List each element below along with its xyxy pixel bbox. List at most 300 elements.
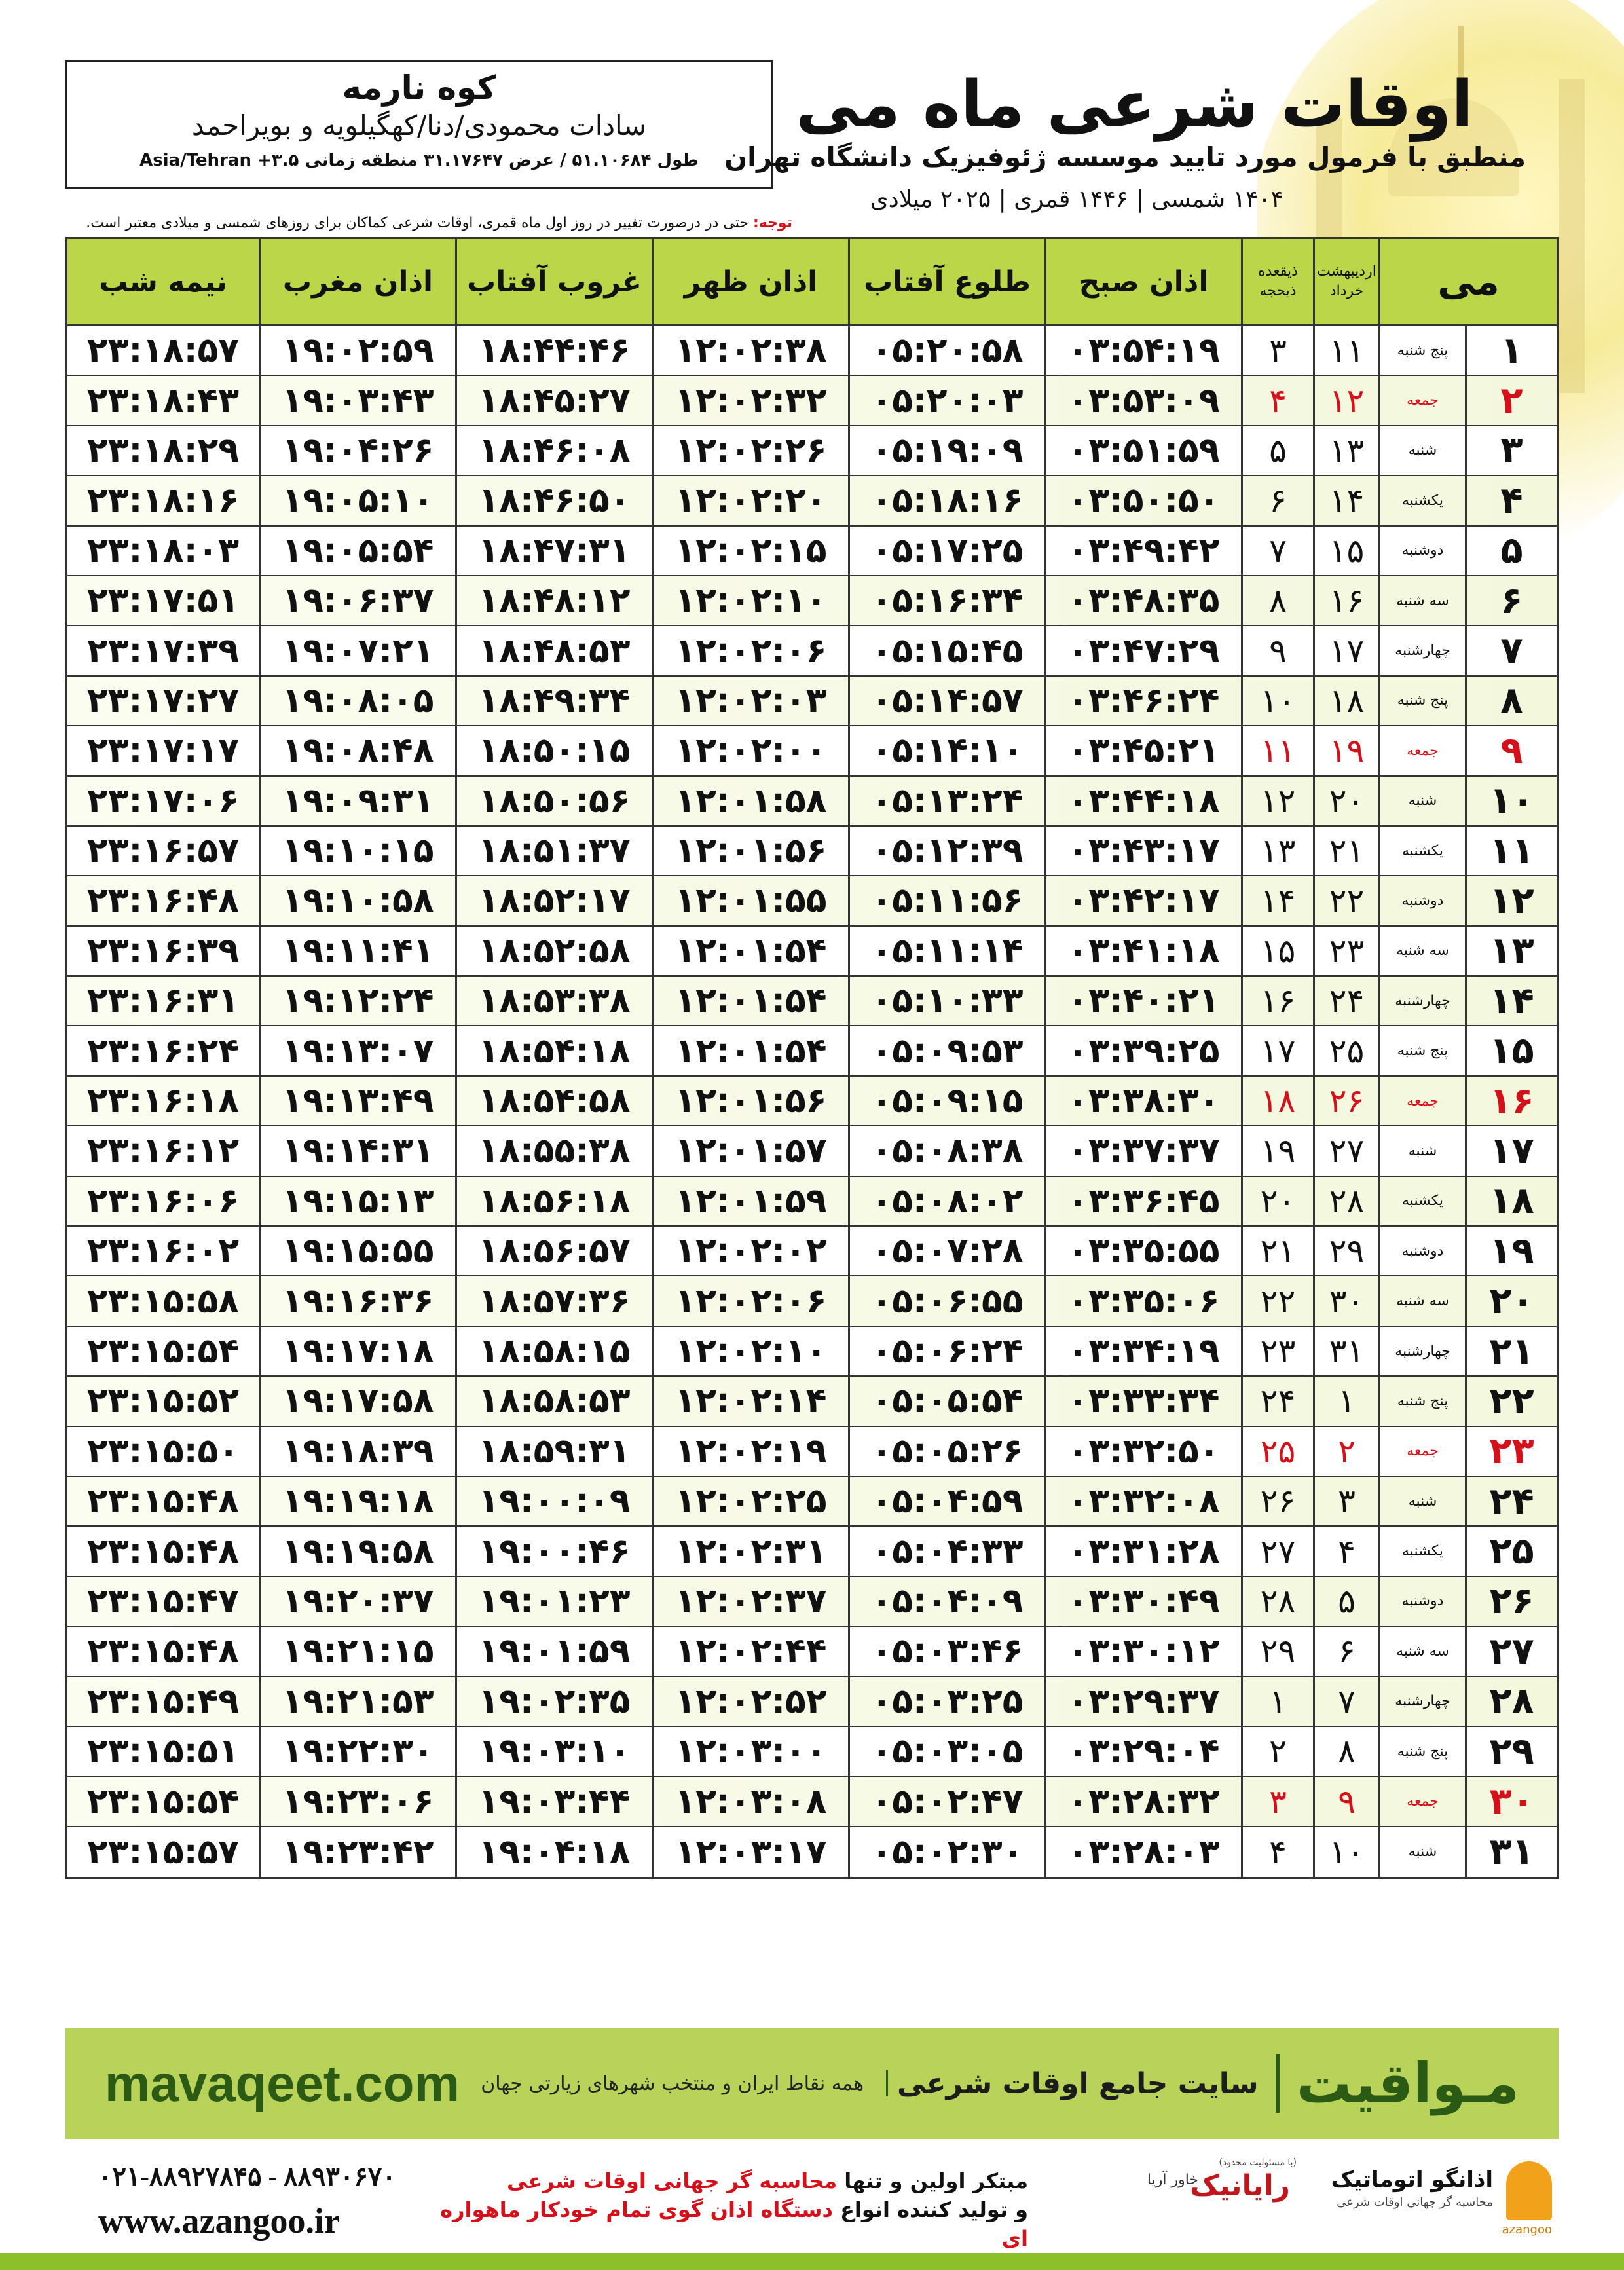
maghrib-time: ۱۹:۱۶:۳۶ xyxy=(259,1276,455,1325)
qamari-day: ۲۸ xyxy=(1241,1577,1313,1626)
shamsi-day: ۴ xyxy=(1313,1527,1378,1575)
fajr-time: ۰۳:۵۴:۱۹ xyxy=(1044,326,1241,375)
table-header xyxy=(67,239,1557,326)
maghrib-time: ۱۹:۰۲:۵۹ xyxy=(259,326,455,375)
fajr-time: ۰۳:۳۳:۳۴ xyxy=(1044,1377,1241,1425)
maghrib-time: ۱۹:۱۳:۴۹ xyxy=(259,1077,455,1125)
qamari-day: ۹ xyxy=(1241,626,1313,675)
qamari-day: ۲۱ xyxy=(1241,1227,1313,1275)
header-qamari-month1: ذیقعده xyxy=(1258,263,1298,280)
shamsi-day: ۲۵ xyxy=(1313,1026,1378,1075)
midnight-time: ۲۳:۱۵:۴۹ xyxy=(86,1681,240,1721)
table-body xyxy=(67,326,1557,1877)
sunset-time: ۱۹:۰۱:۲۳ xyxy=(455,1577,652,1626)
day-number: ۲۱ xyxy=(1465,1327,1557,1375)
table-row xyxy=(67,1427,1557,1477)
sunrise-time: ۰۵:۰۸:۳۸ xyxy=(848,1126,1044,1175)
midnight-time: ۲۳:۱۵:۵۲ xyxy=(86,1381,240,1421)
table-row xyxy=(67,777,1557,827)
midnight-time: ۲۳:۱۵:۵۴ xyxy=(86,1781,240,1821)
table-row xyxy=(67,426,1557,476)
sunrise-time: ۰۵:۲۰:۵۸ xyxy=(848,326,1044,375)
table-row xyxy=(67,1827,1557,1877)
dhuhr-time: ۱۲:۰۲:۲۶ xyxy=(652,426,848,475)
midnight-time: ۲۳:۱۶:۱۸ xyxy=(86,1081,240,1121)
shamsi-day: ۱۶ xyxy=(1313,576,1378,625)
qamari-day: ۳ xyxy=(1241,326,1313,375)
banner-divider xyxy=(1276,2054,1280,2113)
day-number: ۹ xyxy=(1465,726,1557,775)
maghrib-time: ۱۹:۱۰:۵۸ xyxy=(259,876,455,925)
sunrise-time: ۰۵:۱۸:۱۶ xyxy=(848,476,1044,525)
shamsi-day: ۲۴ xyxy=(1313,977,1378,1025)
shamsi-day: ۱۳ xyxy=(1313,426,1378,475)
mavaqeet-logo: مـواقیت xyxy=(1296,2051,1519,2115)
location-box xyxy=(65,60,773,189)
sunset-time: ۱۸:۵۷:۳۶ xyxy=(455,1276,652,1325)
table-row xyxy=(67,1276,1557,1326)
maghrib-time: ۱۹:۱۹:۵۸ xyxy=(259,1527,455,1575)
shamsi-day: ۲۸ xyxy=(1313,1177,1378,1225)
dhuhr-time: ۱۲:۰۲:۴۴ xyxy=(652,1627,848,1675)
qamari-day: ۱۲ xyxy=(1241,777,1313,825)
day-number: ۲۷ xyxy=(1465,1627,1557,1675)
bottom-stripe xyxy=(0,2253,1624,2270)
table-row xyxy=(67,1527,1557,1576)
sunset-time: ۱۸:۵۲:۵۸ xyxy=(455,927,652,975)
fajr-time: ۰۳:۳۲:۰۸ xyxy=(1044,1477,1241,1525)
weekday: جمعه xyxy=(1378,376,1465,424)
sunset-time: ۱۸:۴۴:۴۶ xyxy=(455,326,652,375)
weekday: پنج شنبه xyxy=(1378,1377,1465,1425)
maghrib-time: ۱۹:۲۳:۴۲ xyxy=(259,1827,455,1877)
maghrib-time: ۱۹:۱۴:۳۱ xyxy=(259,1126,455,1175)
fajr-time: ۰۳:۲۸:۳۲ xyxy=(1044,1777,1241,1825)
mavaqeet-banner xyxy=(65,2028,1559,2139)
dhuhr-time: ۱۲:۰۱:۵۴ xyxy=(652,927,848,975)
maghrib-time: ۱۹:۰۸:۰۵ xyxy=(259,677,455,725)
day-number: ۱۰ xyxy=(1465,777,1557,825)
qamari-day: ۲۴ xyxy=(1241,1377,1313,1425)
azangoo-logo-text: اذانگو اتوماتیک xyxy=(1331,2167,1493,2193)
maghrib-time: ۱۹:۱۰:۱۵ xyxy=(259,827,455,875)
sunset-time: ۱۸:۵۳:۳۸ xyxy=(455,977,652,1025)
sunrise-time: ۰۵:۱۹:۰۹ xyxy=(848,426,1044,475)
mavaqeet-branding xyxy=(481,2051,1519,2115)
day-number: ۲۰ xyxy=(1465,1276,1557,1325)
sunset-time: ۱۹:۰۰:۰۹ xyxy=(455,1477,652,1525)
dhuhr-time: ۱۲:۰۲:۰۶ xyxy=(652,626,848,675)
sunset-time: ۱۹:۰۱:۵۹ xyxy=(455,1627,652,1675)
maghrib-time: ۱۹:۲۳:۰۶ xyxy=(259,1777,455,1825)
fajr-time: ۰۳:۳۸:۳۰ xyxy=(1044,1077,1241,1125)
shamsi-day: ۹ xyxy=(1313,1777,1378,1825)
sunrise-time: ۰۵:۱۱:۱۴ xyxy=(848,927,1044,975)
day-number: ۱۵ xyxy=(1465,1026,1557,1075)
midnight-time: ۲۳:۱۷:۰۶ xyxy=(86,781,240,821)
qamari-day: ۲۲ xyxy=(1241,1276,1313,1325)
dhuhr-time: ۱۲:۰۱:۵۹ xyxy=(652,1177,848,1225)
weekday: پنج شنبه xyxy=(1378,1026,1465,1075)
notice xyxy=(65,214,792,233)
midnight-time: ۲۳:۱۶:۳۹ xyxy=(86,931,240,971)
dhuhr-time: ۱۲:۰۲:۱۰ xyxy=(652,1327,848,1375)
maghrib-time: ۱۹:۱۷:۱۸ xyxy=(259,1327,455,1375)
midnight-time: ۲۳:۱۸:۴۳ xyxy=(86,381,240,420)
fajr-time: ۰۳:۴۶:۲۴ xyxy=(1044,677,1241,725)
weekday: سه شنبه xyxy=(1378,576,1465,625)
day-number: ۱۴ xyxy=(1465,977,1557,1025)
location-province: سادات محمودی/دنا/کهگیلویه و بویراحمد xyxy=(191,109,647,141)
sunrise-time: ۰۵:۰۲:۴۷ xyxy=(848,1777,1044,1825)
midnight-time: ۲۳:۱۵:۵۱ xyxy=(86,1732,240,1772)
qamari-day: ۲۶ xyxy=(1241,1477,1313,1525)
sunrise-time: ۰۵:۰۹:۱۵ xyxy=(848,1077,1044,1125)
weekday: شنبه xyxy=(1378,777,1465,825)
dhuhr-time: ۱۲:۰۲:۰۰ xyxy=(652,726,848,775)
dhuhr-time: ۱۲:۰۱:۵۴ xyxy=(652,1026,848,1075)
qamari-day: ۶ xyxy=(1241,476,1313,525)
shamsi-day: ۲۰ xyxy=(1313,777,1378,825)
day-number: ۲۵ xyxy=(1465,1527,1557,1575)
sunset-time: ۱۹:۰۴:۱۸ xyxy=(455,1827,652,1877)
sunset-time: ۱۸:۵۴:۱۸ xyxy=(455,1026,652,1075)
dhuhr-time: ۱۲:۰۲:۰۳ xyxy=(652,677,848,725)
table-row xyxy=(67,326,1557,376)
shamsi-day: ۱۷ xyxy=(1313,626,1378,675)
weekday: پنج شنبه xyxy=(1378,677,1465,725)
table-row xyxy=(67,376,1557,426)
promo-line-2 xyxy=(439,2195,1028,2253)
location-name: کوه نارمه xyxy=(342,69,496,107)
sunrise-time: ۰۵:۰۹:۵۳ xyxy=(848,1026,1044,1075)
midnight-time: ۲۳:۱۵:۴۸ xyxy=(86,1481,240,1521)
midnight-time: ۲۳:۱۵:۴۷ xyxy=(86,1581,240,1621)
maghrib-time: ۱۹:۱۹:۱۸ xyxy=(259,1477,455,1525)
midnight-time: ۲۳:۱۷:۳۹ xyxy=(86,631,240,671)
maghrib-time: ۱۹:۱۵:۱۳ xyxy=(259,1177,455,1225)
sunrise-time: ۰۵:۱۴:۵۷ xyxy=(848,677,1044,725)
azangoo-logo-subtitle: محاسبه گر جهانی اوقات شرعی xyxy=(1337,2195,1493,2209)
sunrise-time: ۰۵:۱۴:۱۰ xyxy=(848,726,1044,775)
header-month: می xyxy=(1378,239,1557,324)
fajr-time: ۰۳:۵۱:۵۹ xyxy=(1044,426,1241,475)
shamsi-day: ۱۲ xyxy=(1313,376,1378,424)
qamari-day: ۱۱ xyxy=(1241,726,1313,775)
qamari-day: ۷ xyxy=(1241,527,1313,575)
table-row xyxy=(67,576,1557,626)
rayanik-logo-note: (با مسئولیت محدود) xyxy=(1219,2157,1297,2168)
day-number: ۱۸ xyxy=(1465,1177,1557,1225)
weekday: چهارشنبه xyxy=(1378,1327,1465,1375)
sunset-time: ۱۸:۵۸:۵۳ xyxy=(455,1377,652,1425)
maghrib-time: ۱۹:۰۵:۵۴ xyxy=(259,527,455,575)
table-row xyxy=(67,677,1557,726)
fajr-time: ۰۳:۳۴:۱۹ xyxy=(1044,1327,1241,1375)
sunset-time: ۱۸:۵۹:۳۱ xyxy=(455,1427,652,1476)
midnight-time: ۲۳:۱۵:۵۴ xyxy=(86,1331,240,1371)
sunrise-time: ۰۵:۰۲:۳۰ xyxy=(848,1827,1044,1877)
table-row xyxy=(67,1026,1557,1076)
midnight-time: ۲۳:۱۵:۵۷ xyxy=(86,1832,240,1872)
qamari-day: ۱۷ xyxy=(1241,1026,1313,1075)
shamsi-day: ۱۹ xyxy=(1313,726,1378,775)
shamsi-day: ۱۱ xyxy=(1313,326,1378,375)
qamari-day: ۴ xyxy=(1241,1827,1313,1877)
sunrise-time: ۰۵:۰۶:۲۴ xyxy=(848,1327,1044,1375)
sunset-time: ۱۸:۵۲:۱۷ xyxy=(455,876,652,925)
notice-text: حتی در درصورت تغییر در روز اول ماه قمری، اوقات شرعی کماکان برای روزهای شمسی و میلادی معتبر است. xyxy=(86,215,748,231)
midnight-time: ۲۳:۱۸:۰۳ xyxy=(86,530,240,570)
qamari-day: ۲۷ xyxy=(1241,1527,1313,1575)
dhuhr-time: ۱۲:۰۱:۵۷ xyxy=(652,1126,848,1175)
shamsi-day: ۱۸ xyxy=(1313,677,1378,725)
shamsi-day: ۲۹ xyxy=(1313,1227,1378,1275)
midnight-time: ۲۳:۱۸:۱۶ xyxy=(86,481,240,521)
sunset-time: ۱۸:۵۴:۵۸ xyxy=(455,1077,652,1125)
weekday: پنج شنبه xyxy=(1378,326,1465,375)
fajr-time: ۰۳:۳۶:۴۵ xyxy=(1044,1177,1241,1225)
qamari-day: ۱۶ xyxy=(1241,977,1313,1025)
maghrib-time: ۱۹:۱۳:۰۷ xyxy=(259,1026,455,1075)
header-fajr: اذان صبح xyxy=(1044,239,1241,324)
weekday: دوشنبه xyxy=(1378,527,1465,575)
day-number: ۵ xyxy=(1465,527,1557,575)
banner-divider-small xyxy=(886,2070,888,2096)
midnight-time: ۲۳:۱۶:۳۱ xyxy=(86,981,240,1021)
header-shamsi-month2: خرداد xyxy=(1329,283,1364,299)
maghrib-time: ۱۹:۰۸:۴۸ xyxy=(259,726,455,775)
weekday: دوشنبه xyxy=(1378,1577,1465,1626)
sunrise-time: ۰۵:۰۷:۲۸ xyxy=(848,1227,1044,1275)
dhuhr-time: ۱۲:۰۲:۰۶ xyxy=(652,1276,848,1325)
dhuhr-time: ۱۲:۰۲:۲۰ xyxy=(652,476,848,525)
day-number: ۱۲ xyxy=(1465,876,1557,925)
midnight-time: ۲۳:۱۸:۲۹ xyxy=(86,430,240,470)
fajr-time: ۰۳:۳۷:۳۷ xyxy=(1044,1126,1241,1175)
dhuhr-time: ۱۲:۰۳:۰۸ xyxy=(652,1777,848,1825)
maghrib-time: ۱۹:۱۵:۵۵ xyxy=(259,1227,455,1275)
sunset-time: ۱۹:۰۳:۴۴ xyxy=(455,1777,652,1825)
dhuhr-time: ۱۲:۰۱:۵۴ xyxy=(652,977,848,1025)
day-number: ۴ xyxy=(1465,476,1557,525)
header-maghrib: اذان مغرب xyxy=(259,239,455,324)
fajr-time: ۰۳:۴۴:۱۸ xyxy=(1044,777,1241,825)
sunset-time: ۱۸:۴۶:۵۰ xyxy=(455,476,652,525)
weekday: جمعه xyxy=(1378,1077,1465,1125)
day-number: ۱۷ xyxy=(1465,1126,1557,1175)
shamsi-day: ۱ xyxy=(1313,1377,1378,1425)
table-row xyxy=(67,1227,1557,1276)
sunrise-time: ۰۵:۰۵:۵۴ xyxy=(848,1377,1044,1425)
table-row xyxy=(67,1577,1557,1627)
midnight-time: ۲۳:۱۶:۵۷ xyxy=(86,831,240,871)
sunset-time: ۱۹:۰۳:۱۰ xyxy=(455,1727,652,1776)
fajr-time: ۰۳:۵۰:۵۰ xyxy=(1044,476,1241,525)
day-number: ۱۶ xyxy=(1465,1077,1557,1125)
midnight-time: ۲۳:۱۷:۲۷ xyxy=(86,680,240,720)
day-number: ۲ xyxy=(1465,376,1557,424)
midnight-time: ۲۳:۱۸:۵۷ xyxy=(86,331,240,371)
dhuhr-time: ۱۲:۰۲:۲۵ xyxy=(652,1477,848,1525)
table-row xyxy=(67,1077,1557,1126)
qamari-day: ۸ xyxy=(1241,576,1313,625)
day-number: ۳۱ xyxy=(1465,1827,1557,1877)
weekday: چهارشنبه xyxy=(1378,1677,1465,1726)
khavar-arya-logo: خاور آریا xyxy=(1147,2172,1198,2188)
table-row xyxy=(67,1377,1557,1426)
sunset-time: ۱۸:۴۸:۵۳ xyxy=(455,626,652,675)
dhuhr-time: ۱۲:۰۲:۳۷ xyxy=(652,1577,848,1626)
weekday: شنبه xyxy=(1378,426,1465,475)
fajr-time: ۰۳:۴۳:۱۷ xyxy=(1044,827,1241,875)
maghrib-time: ۱۹:۱۱:۴۱ xyxy=(259,927,455,975)
fajr-time: ۰۳:۵۳:۰۹ xyxy=(1044,376,1241,424)
page-title: اوقات شرعی ماه می xyxy=(796,67,1473,142)
midnight-time: ۲۳:۱۵:۵۸ xyxy=(86,1281,240,1321)
weekday: شنبه xyxy=(1378,1827,1465,1877)
midnight-time: ۲۳:۱۶:۰۶ xyxy=(86,1181,240,1221)
azangoo-logo-latin: azangoo xyxy=(1502,2223,1552,2237)
midnight-time: ۲۳:۱۷:۱۷ xyxy=(86,731,240,771)
fajr-time: ۰۳:۳۹:۲۵ xyxy=(1044,1026,1241,1075)
shamsi-day: ۱۰ xyxy=(1313,1827,1378,1877)
qamari-day: ۱۵ xyxy=(1241,927,1313,975)
dhuhr-time: ۱۲:۰۱:۵۸ xyxy=(652,777,848,825)
maghrib-time: ۱۹:۲۲:۳۰ xyxy=(259,1727,455,1776)
dhuhr-time: ۱۲:۰۲:۳۱ xyxy=(652,1527,848,1575)
maghrib-time: ۱۹:۱۲:۲۴ xyxy=(259,977,455,1025)
sunset-time: ۱۸:۴۸:۱۲ xyxy=(455,576,652,625)
sunrise-time: ۰۵:۰۳:۴۶ xyxy=(848,1627,1044,1675)
table-row xyxy=(67,1327,1557,1377)
midnight-time: ۲۳:۱۷:۵۱ xyxy=(86,581,240,621)
shamsi-day: ۷ xyxy=(1313,1677,1378,1726)
shamsi-day: ۱۵ xyxy=(1313,527,1378,575)
table-row xyxy=(67,726,1557,776)
day-number: ۶ xyxy=(1465,576,1557,625)
dhuhr-time: ۱۲:۰۲:۳۸ xyxy=(652,326,848,375)
weekday: یکشنبه xyxy=(1378,1177,1465,1225)
shamsi-day: ۲۳ xyxy=(1313,927,1378,975)
sunset-time: ۱۸:۵۶:۵۷ xyxy=(455,1227,652,1275)
sunrise-time: ۰۵:۱۷:۲۵ xyxy=(848,527,1044,575)
midnight-time: ۲۳:۱۶:۱۲ xyxy=(86,1131,240,1171)
qamari-day: ۲۹ xyxy=(1241,1627,1313,1675)
midnight-time: ۲۳:۱۶:۰۲ xyxy=(86,1231,240,1271)
qamari-day: ۱۰ xyxy=(1241,677,1313,725)
qamari-day: ۴ xyxy=(1241,376,1313,424)
shamsi-day: ۲۶ xyxy=(1313,1077,1378,1125)
qamari-day: ۱۹ xyxy=(1241,1126,1313,1175)
fajr-time: ۰۳:۳۱:۲۸ xyxy=(1044,1527,1241,1575)
fajr-time: ۰۳:۴۷:۲۹ xyxy=(1044,626,1241,675)
sunset-time: ۱۸:۵۵:۳۸ xyxy=(455,1126,652,1175)
sunset-time: ۱۸:۴۵:۲۷ xyxy=(455,376,652,424)
shamsi-day: ۳۰ xyxy=(1313,1276,1378,1325)
sunrise-time: ۰۵:۰۴:۰۹ xyxy=(848,1577,1044,1626)
fajr-time: ۰۳:۲۹:۳۷ xyxy=(1044,1677,1241,1726)
table-row xyxy=(67,1677,1557,1727)
weekday: یکشنبه xyxy=(1378,1527,1465,1575)
mavaqeet-url[interactable]: mavaqeet.com xyxy=(105,2054,460,2112)
sunset-time: ۱۸:۴۶:۰۸ xyxy=(455,426,652,475)
qamari-day: ۲۰ xyxy=(1241,1177,1313,1225)
header-shamsi-month1: اردیبهشت xyxy=(1317,263,1376,280)
sunrise-time: ۰۵:۱۰:۳۳ xyxy=(848,977,1044,1025)
shamsi-day: ۲ xyxy=(1313,1427,1378,1476)
fajr-time: ۰۳:۲۹:۰۴ xyxy=(1044,1727,1241,1776)
day-number: ۳۰ xyxy=(1465,1777,1557,1825)
dhuhr-time: ۱۲:۰۳:۰۰ xyxy=(652,1727,848,1776)
day-number: ۱۹ xyxy=(1465,1227,1557,1275)
sunset-time: ۱۸:۵۶:۱۸ xyxy=(455,1177,652,1225)
table-row xyxy=(67,476,1557,526)
midnight-time: ۲۳:۱۵:۴۸ xyxy=(86,1631,240,1671)
azangoo-website[interactable]: www.azangoo.ir xyxy=(98,2201,340,2241)
shamsi-day: ۳ xyxy=(1313,1477,1378,1525)
qamari-day: ۲۵ xyxy=(1241,1427,1313,1476)
fajr-time: ۰۳:۲۸:۰۳ xyxy=(1044,1827,1241,1877)
maghrib-time: ۱۹:۲۱:۱۵ xyxy=(259,1627,455,1675)
header-midnight: نیمه شب xyxy=(99,265,227,299)
weekday: جمعه xyxy=(1378,726,1465,775)
calendar-years: ۱۴۰۴ شمسی | ۱۴۴۶ قمری | ۲۰۲۵ میلادی xyxy=(870,186,1283,213)
sunrise-time: ۰۵:۰۸:۰۲ xyxy=(848,1177,1044,1225)
weekday: شنبه xyxy=(1378,1477,1465,1525)
maghrib-time: ۱۹:۰۵:۱۰ xyxy=(259,476,455,525)
sunset-time: ۱۸:۵۱:۳۷ xyxy=(455,827,652,875)
header-shamsi-months xyxy=(1313,239,1378,324)
fajr-time: ۰۳:۴۹:۴۲ xyxy=(1044,527,1241,575)
shamsi-day: ۳۱ xyxy=(1313,1327,1378,1375)
maghrib-time: ۱۹:۰۴:۲۶ xyxy=(259,426,455,475)
shamsi-day: ۱۴ xyxy=(1313,476,1378,525)
midnight-time: ۲۳:۱۵:۵۰ xyxy=(86,1431,240,1471)
location-coordinates: طول ۵۱.۱۰۶۸۴ / عرض ۳۱.۱۷۶۴۷ منطقه زمانی Asia/Tehran +۳.۵ xyxy=(139,151,699,170)
sunset-time: ۱۸:۵۸:۱۵ xyxy=(455,1327,652,1375)
footer-logos xyxy=(1094,2157,1552,2237)
table-row xyxy=(67,626,1557,676)
day-number: ۲۴ xyxy=(1465,1477,1557,1525)
sunrise-time: ۰۵:۱۵:۴۵ xyxy=(848,626,1044,675)
day-number: ۳ xyxy=(1465,426,1557,475)
weekday: یکشنبه xyxy=(1378,476,1465,525)
sunset-time: ۱۹:۰۰:۴۶ xyxy=(455,1527,652,1575)
table-row xyxy=(67,1126,1557,1176)
header-sunset: غروب آفتاب xyxy=(455,239,652,324)
table-row xyxy=(67,1627,1557,1677)
day-number: ۸ xyxy=(1465,677,1557,725)
weekday: چهارشنبه xyxy=(1378,977,1465,1025)
sunset-time: ۱۸:۴۷:۳۱ xyxy=(455,527,652,575)
table-row xyxy=(67,1177,1557,1227)
sunrise-time: ۰۵:۰۴:۳۳ xyxy=(848,1527,1044,1575)
weekday: سه شنبه xyxy=(1378,1627,1465,1675)
promo-line-1 xyxy=(439,2167,1028,2195)
day-number: ۲۸ xyxy=(1465,1677,1557,1726)
promo-line-2-a: و تولید کننده انواع xyxy=(832,2197,1028,2222)
fajr-time: ۰۳:۳۰:۱۲ xyxy=(1044,1627,1241,1675)
fajr-time: ۰۳:۴۰:۲۱ xyxy=(1044,977,1241,1025)
sunrise-time: ۰۵:۰۶:۵۵ xyxy=(848,1276,1044,1325)
maghrib-time: ۱۹:۱۸:۳۹ xyxy=(259,1427,455,1476)
table-row xyxy=(67,527,1557,576)
rayanik-logo: رایانیک xyxy=(1190,2169,1290,2203)
qamari-day: ۲ xyxy=(1241,1727,1313,1776)
promo-line-2-b: دستگاه اذان گوی تمام خودکار ماهواره ای xyxy=(440,2197,1028,2251)
weekday: سه شنبه xyxy=(1378,1276,1465,1325)
